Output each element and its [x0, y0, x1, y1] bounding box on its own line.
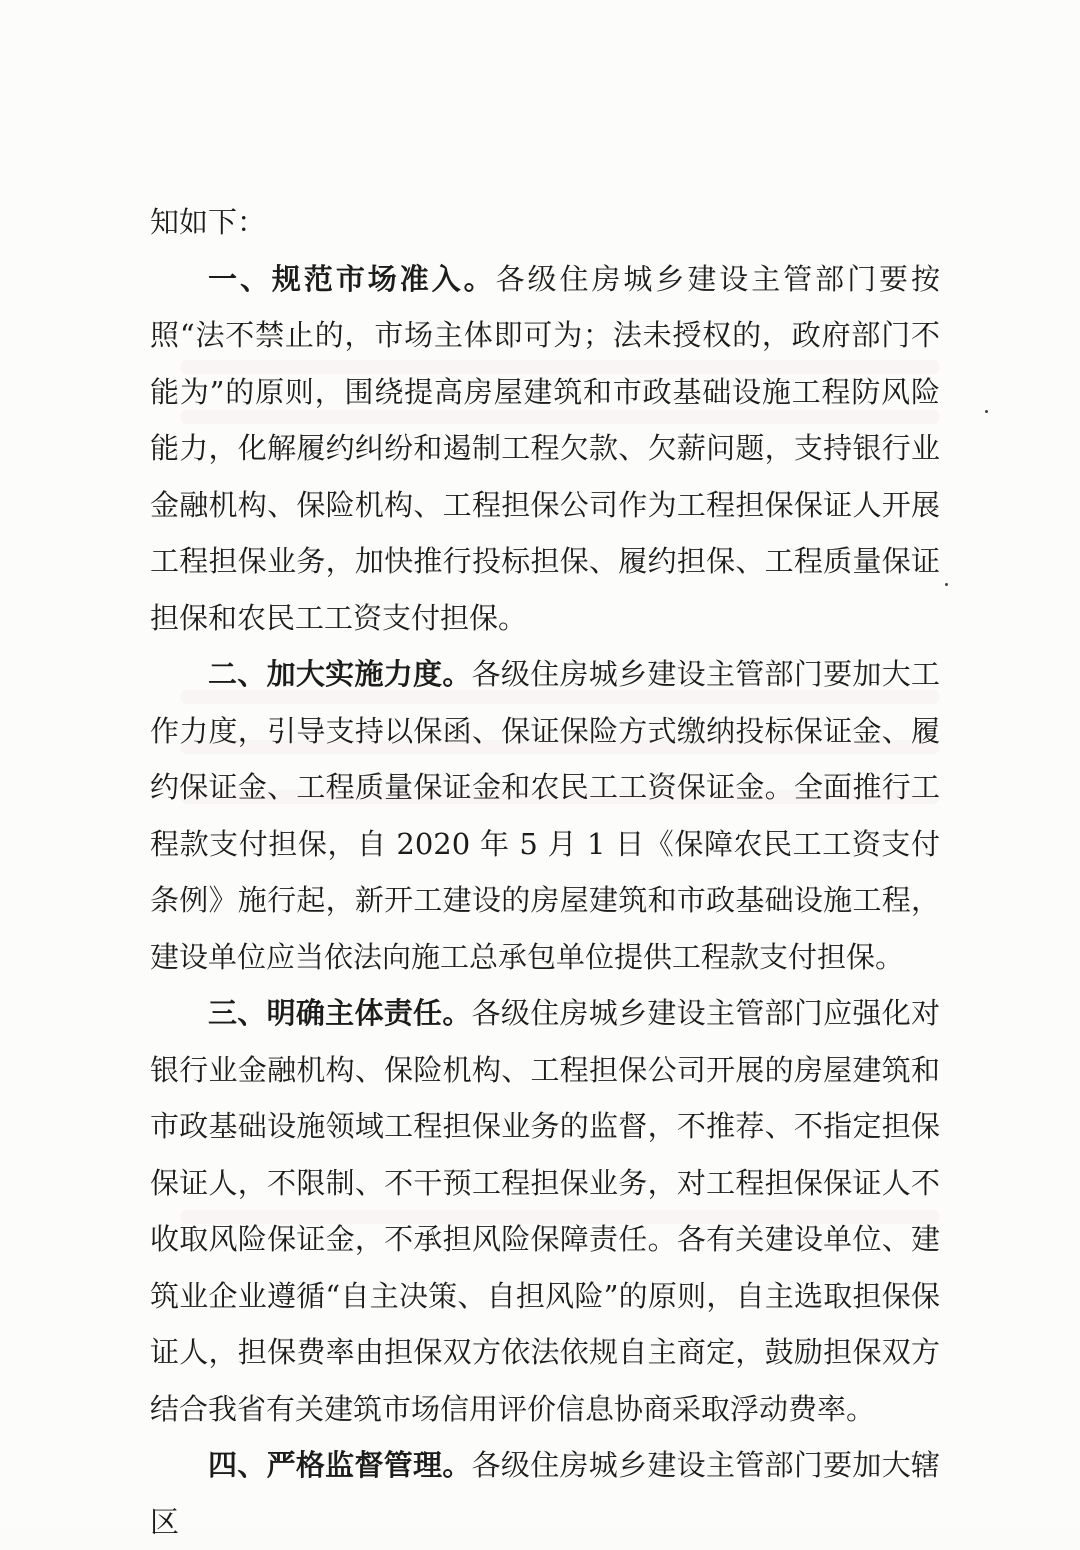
- section-3: [150, 985, 940, 1437]
- section-heading: 一、规范市场准入。: [208, 261, 496, 296]
- section-1: [150, 251, 940, 647]
- scan-speck: [985, 410, 988, 413]
- section-body: 各级住房城乡建设主管部门应强化对银行业金融机构、保险机构、工程担保公司开展的房屋建筑和市政基础设施领域工程担保业务的监督，不推荐、不指定担保保证人，不限制、不干预工程担保业务，对工程担保保证人不收取风险保证金，不承担风险保障责任。各有关建设单位、建筑业企业遵循“自主决策、自担风险”的原则，自主选取担保保证人，担保费率由担保双方依法依规自主商定，鼓励担保双方结合我省有关建筑市场信用评价信息协商采取浮动费率。: [150, 996, 940, 1426]
- section-body: 各级住房城乡建设主管部门要加大工作力度，引导支持以保函、保证保险方式缴纳投标保证金、履约保证金、工程质量保证金和农民工工资保证金。全面推行工程款支付担保，自 2020 年 5 月 1 日《保障农民工工资支付条例》施行起，新开工建设的房屋建筑和市政基础设施工程，建设单位应当依法向施工总承包单位提供工程款支付担保。: [150, 657, 940, 974]
- document-body: [150, 194, 940, 1550]
- section-4: [150, 1437, 940, 1550]
- section-body: 各级住房城乡建设主管部门要加大辖区: [150, 1448, 940, 1539]
- section-heading: 三、明确主体责任。: [208, 996, 472, 1030]
- section-heading: 四、严格监督管理。: [208, 1448, 472, 1482]
- opening-line: 知如下：: [150, 205, 267, 239]
- section-body: 各级住房城乡建设主管部门要按照“法不禁止的，市场主体即可为；法未授权的，政府部门不能为”的原则，围绕提高房屋建筑和市政基础设施工程防风险能力，化解履约纠纷和遏制工程欠款、欠薪问题，支持银行业金融机构、保险机构、工程担保公司作为工程担保保证人开展工程担保业务，加快推行投标担保、履约担保、工程质量保证担保和农民工工资支付担保。: [150, 261, 940, 635]
- section-2: [150, 646, 940, 985]
- section-heading: 二、加大实施力度。: [208, 657, 472, 691]
- scan-speck: [945, 583, 948, 586]
